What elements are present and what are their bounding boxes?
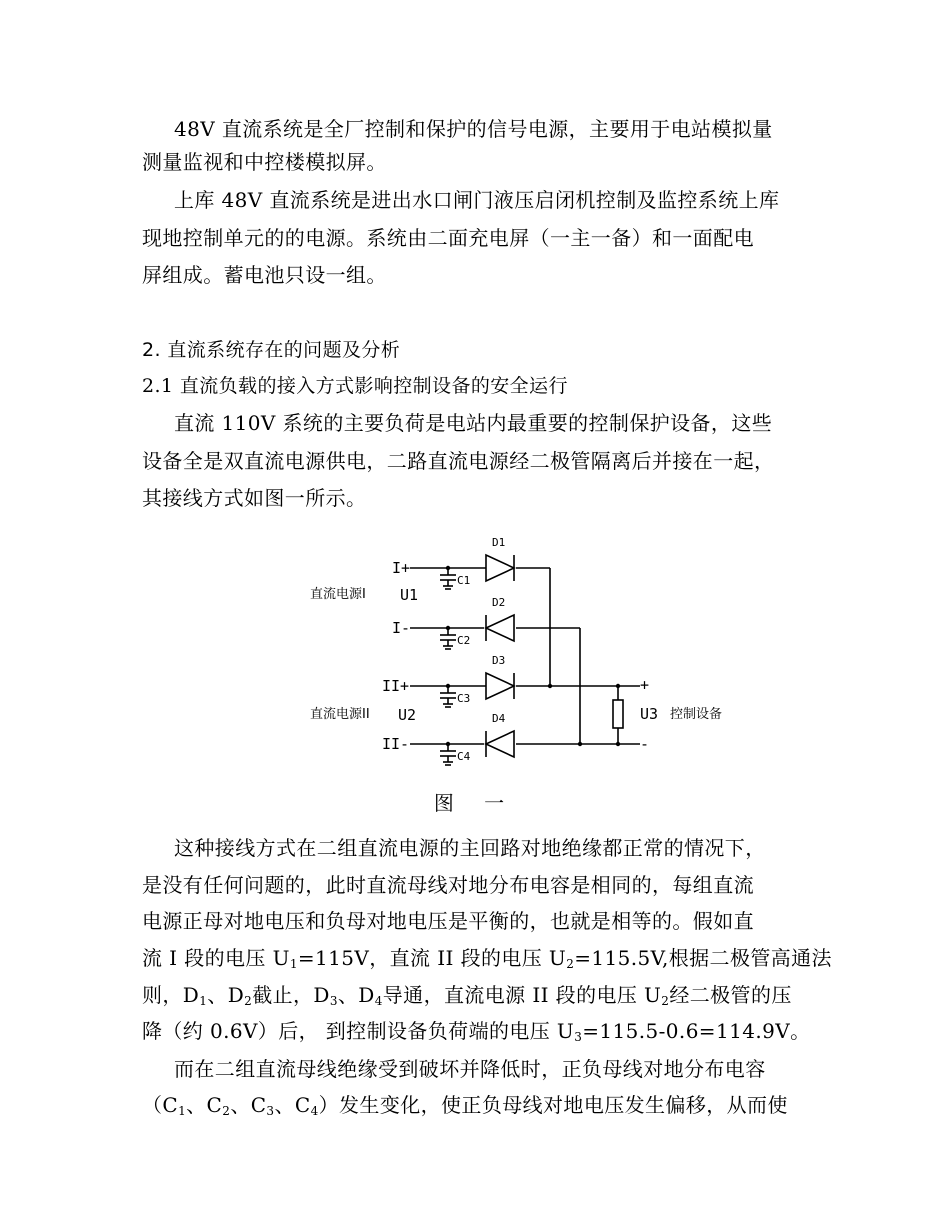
label-c2: C2 <box>457 634 471 647</box>
load-label: 控制设备 <box>670 707 723 722</box>
label-c1: C1 <box>457 574 471 587</box>
label-d4: D4 <box>492 712 506 725</box>
output-minus: - <box>640 735 650 753</box>
terminal-ii-minus: II- <box>382 735 410 753</box>
paragraph-4-line-6: 降（约 0.6V）后， 到控制设备负荷端的电压 $U_3=115.5-0.6=114.9V$。 <box>142 1019 811 1044</box>
paragraph-5-line-2: （$C_1$、$C_2$、$C_3$、$C_4$）发生变化，使正负母线对地电压发生偏移，从而使 <box>142 1093 788 1118</box>
section-heading-2: 2. 直流系统存在的问题及分析 <box>142 339 401 361</box>
paragraph-5-line-1: 而在二组直流母线绝缘受到破坏并降低时，正负母线对地分布电容 <box>174 1057 766 1081</box>
paragraph-2-line-1: 上库 48V 直流系统是进出水口闸门液压启闭机控制及监控系统上库 <box>174 188 780 212</box>
source-1-name: U1 <box>400 586 419 604</box>
paragraph-4-line-2: 是没有任何问题的，此时直流母线对地分布电容是相同的，每组直流 <box>142 873 754 897</box>
load-name: U3 <box>640 705 659 723</box>
terminal-ii-plus: II+ <box>382 677 410 695</box>
label-c3: C3 <box>457 692 471 705</box>
label-d3: D3 <box>492 654 506 667</box>
source-1-label: 直流电源I <box>310 587 366 602</box>
label-d2: D2 <box>492 596 506 609</box>
paragraph-1-line-1: 48V 直流系统是全厂控制和保护的信号电源，主要用于电站模拟量 <box>174 117 773 141</box>
paragraph-4-line-1: 这种接线方式在二组直流电源的主回路对地绝缘都正常的情况下， <box>174 836 766 860</box>
figure-caption: 图 一 <box>433 791 517 815</box>
paragraph-3-line-2: 设备全是双直流电源供电，二路直流电源经二极管隔离后并接在一起， <box>142 449 775 473</box>
label-c4: C4 <box>457 750 471 763</box>
paragraph-3-line-1: 直流 110V 系统的主要负荷是电站内最重要的控制保护设备，这些 <box>174 411 773 435</box>
source-2-label: 直流电源II <box>310 707 370 722</box>
source-2-name: U2 <box>398 706 417 724</box>
paragraph-3-line-3: 其接线方式如图一所示。 <box>142 486 367 510</box>
label-d1: D1 <box>492 536 506 549</box>
paragraph-4-line-4: 流 I 段的电压 $U_1=115V$，直流 II 段的电压 $U_2=115.5V$,根据二极管高通法 <box>142 946 832 971</box>
terminal-i-plus: I+ <box>392 559 411 577</box>
paragraph-1-line-2: 测量监视和中控楼模拟屏。 <box>142 150 387 174</box>
circuit-diagram <box>300 528 760 778</box>
paragraph-2-line-2: 现地控制单元的的电源。系统由二面充电屏（一主一备）和一面配电 <box>142 226 754 250</box>
paragraph-4-line-5: 则，$D_1$、$D_2$截止，$D_3$、$D_4$导通，直流电源 II 段的电压 $U_2$经二极管的压 <box>142 983 792 1008</box>
output-plus: + <box>640 676 650 694</box>
terminal-i-minus: I- <box>392 619 411 637</box>
paragraph-4-line-3: 电源正母对地电压和负母对地电压是平衡的，也就是相等的。假如直 <box>142 909 754 933</box>
section-heading-2-1: 2.1 直流负载的接入方式影响控制设备的安全运行 <box>142 375 568 397</box>
paragraph-2-line-3: 屏组成。蓄电池只设一组。 <box>142 263 387 287</box>
